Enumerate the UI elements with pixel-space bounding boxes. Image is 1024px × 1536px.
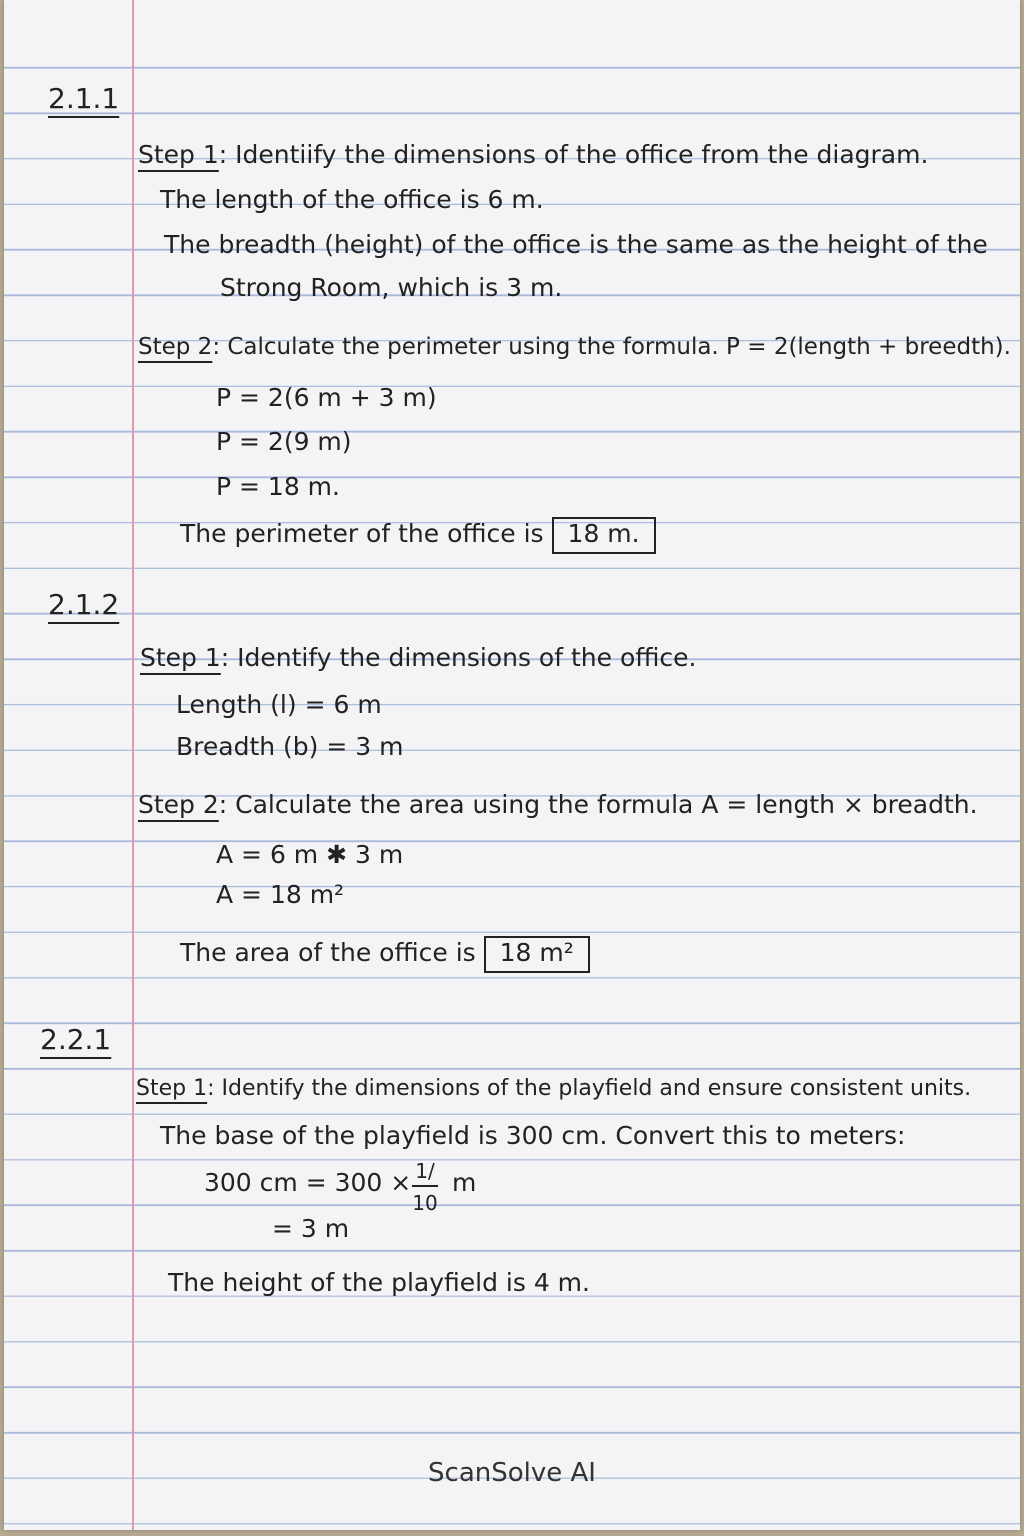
step-text: : Identify the dimensions of the office.	[220, 643, 697, 672]
result-line	[180, 938, 590, 968]
section-heading-2-1-1: 2.1.1	[48, 82, 120, 115]
step-label: Step 2	[138, 334, 213, 360]
fraction-bar	[412, 1185, 438, 1187]
text-line: Strong Room, which is 3 m.	[220, 273, 563, 302]
result-line	[180, 519, 656, 549]
equation: 300 cm = 300 ×	[204, 1168, 412, 1197]
equation: A = 18 m²	[216, 880, 345, 909]
result-text: The area of the office is	[180, 938, 476, 967]
step-line	[138, 140, 928, 170]
equation: A = 6 m ✱ 3 m	[216, 840, 404, 869]
step-text: : Identify the dimensions of the playfield and ensure consistent units.	[207, 1076, 972, 1101]
step-line	[136, 1074, 971, 1104]
step-line	[138, 332, 1011, 362]
result-text: The perimeter of the office is	[180, 519, 544, 548]
result-box: 18 m²	[484, 936, 590, 973]
step-text: : Calculate the area using the formula A = length × breadth.	[218, 790, 978, 819]
text-line: Breadth (b) = 3 m	[176, 732, 404, 761]
step-line	[138, 790, 978, 820]
section-heading-2-2-1: 2.2.1	[40, 1023, 112, 1056]
margin-line	[132, 0, 134, 1530]
step-text: : Identiify the dimensions of the office from the diagram.	[218, 140, 929, 169]
text-line: The base of the playfield is 300 cm. Convert this to meters:	[160, 1121, 906, 1150]
step-label: Step 1	[138, 140, 219, 169]
text-line: Length (l) = 6 m	[176, 690, 382, 719]
step-line	[140, 643, 696, 673]
equation: = 3 m	[272, 1214, 350, 1243]
step-label: Step 1	[136, 1076, 208, 1101]
fraction-denominator: 10	[412, 1191, 438, 1215]
footer-brand: ScanSolve AI	[428, 1458, 596, 1488]
equation-unit: m	[452, 1168, 477, 1197]
notebook-page	[4, 0, 1020, 1530]
text-line: The height of the playfield is 4 m.	[168, 1268, 590, 1297]
result-box: 18 m.	[552, 517, 656, 554]
step-text: : Calculate the perimeter using the formula. P = 2(length + breedth).	[212, 334, 1011, 360]
equation: P = 2(9 m)	[216, 427, 352, 456]
equation: P = 18 m.	[216, 472, 340, 501]
step-label: Step 2	[138, 790, 219, 819]
text-line: The length of the office is 6 m.	[160, 185, 544, 214]
equation: P = 2(6 m + 3 m)	[216, 383, 437, 412]
fraction-numerator: 1/	[415, 1159, 435, 1183]
step-label: Step 1	[140, 643, 221, 672]
text-line: The breadth (height) of the office is the same as the height of the	[164, 230, 988, 259]
section-heading-2-1-2: 2.1.2	[48, 588, 120, 621]
